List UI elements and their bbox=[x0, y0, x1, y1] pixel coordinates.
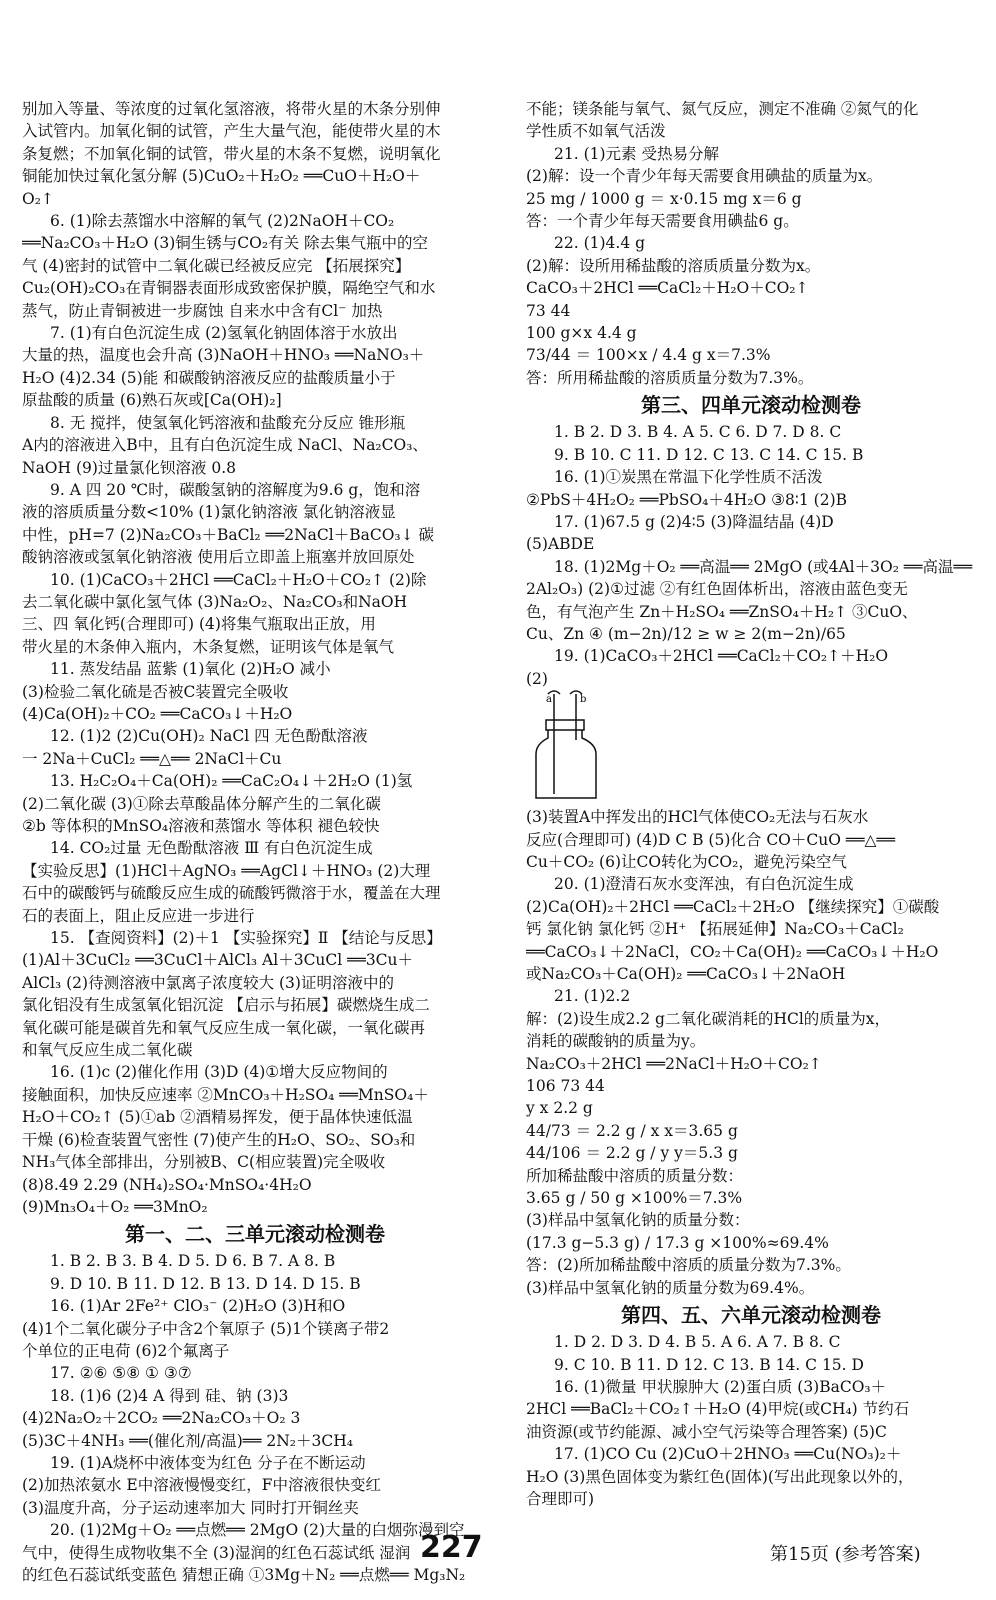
answer-line: 去二氧化碳中氯化氢气体 (3)Na₂O₂、Na₂CO₃和NaOH bbox=[22, 592, 408, 611]
left-column bbox=[22, 98, 488, 1586]
answer-line: (3)样品中氢氧化钠的质量分数： bbox=[526, 1211, 750, 1230]
answer-line: (2)二氧化碳 (3)①除去草酸晶体分解产生的二氧化碳 bbox=[22, 794, 381, 813]
answer-line: 11. 蒸发结晶 蓝紫 (1)氧化 (2)H₂O 减小 bbox=[50, 660, 331, 679]
answer-line: (2)解：设所用稀盐酸的溶质质量分数为x。 bbox=[526, 256, 821, 275]
unit-heading-1-3: 第一、二、三单元滚动检测卷 bbox=[125, 1222, 385, 1247]
answer-line: (2)加热浓氨水 E中溶液慢慢变红，F中溶液很快变红 bbox=[22, 1476, 381, 1495]
right-column bbox=[526, 98, 976, 1510]
answer-line: 条复燃；不加氧化铜的试管，带火星的木条不复燃，说明氧化 bbox=[22, 144, 441, 163]
unit-heading-3-4: 第三、四单元滚动检测卷 bbox=[641, 393, 861, 418]
answer-line: 铜能加快过氧化氢分解 (5)CuO₂＋H₂O₂ ══CuO＋H₂O＋ bbox=[22, 167, 421, 186]
page-number: 227 bbox=[420, 1530, 483, 1565]
answer-line: 18. (1)2Mg＋O₂ ══高温══ 2MgO (或4Al＋3O₂ ══高温══ bbox=[554, 557, 973, 576]
answer-line: 合理即可) bbox=[526, 1489, 595, 1508]
answer-line: 解：(2)设生成2.2 g二氧化碳消耗的HCl的质量为x， bbox=[526, 1009, 891, 1028]
right-answers-block bbox=[526, 98, 976, 389]
answer-line: 106 73 44 bbox=[526, 1077, 605, 1096]
answer-line: Na₂CO₃＋2HCl ══2NaCl＋H₂O＋CO₂↑ bbox=[526, 1054, 822, 1073]
answer-line: 22. (1)4.4 g bbox=[554, 234, 646, 253]
answer-line: y x 2.2 g bbox=[526, 1099, 593, 1118]
answer-line: 21. (1)元素 受热易分解 bbox=[554, 144, 719, 163]
answer-line: 8. 无 搅拌，使氢氧化钙溶液和盐酸充分反应 锥形瓶 bbox=[50, 413, 406, 432]
answer-line: 液的溶质质量分数<10% (1)氯化钠溶液 氯化钠溶液显 bbox=[22, 503, 396, 522]
answer-line: 73 44 bbox=[526, 301, 571, 320]
answer-line: 干燥 (6)检查装置气密性 (7)使产生的H₂O、SO₂、SO₃和 bbox=[22, 1130, 416, 1149]
answer-line: (3)温度升高，分子运动速率加大 同时打开铜丝夹 bbox=[22, 1498, 359, 1517]
answer-line: 个单位的正电荷 (6)2个氟离子 bbox=[22, 1341, 230, 1360]
answer-line: (9)Mn₃O₄＋O₂ ══3MnO₂ bbox=[22, 1197, 208, 1216]
answer-line: ══Na₂CO₃＋H₂O (3)铜生锈与CO₂有关 除去集气瓶中的空 bbox=[22, 234, 428, 253]
answer-line: 44/106 ＝ 2.2 g / y y＝5.3 g bbox=[526, 1144, 738, 1163]
answer-line: 钙 氯化钠 氯化钙 ②H⁺ 【拓展延伸】Na₂CO₃＋CaCl₂ bbox=[526, 920, 904, 939]
answer-line: NH₃气体全部排出，分别被B、C(相应装置)完全吸收 bbox=[22, 1153, 386, 1172]
answer-line: 氧化碳可能是碳首先和氧气反应生成一氧化碳，一氧化碳再 bbox=[22, 1018, 426, 1037]
answer-line: 19. (1)A烧杯中液体变为红色 分子在不断运动 bbox=[50, 1453, 366, 1472]
answer-line: AlCl₃ (2)待测溶液中氯离子浓度较大 (3)证明溶液中的 bbox=[22, 973, 394, 992]
answer-line: A内的溶液进入B中，且有白色沉淀生成 NaCl、Na₂CO₃、 bbox=[22, 436, 428, 455]
answer-line: 6. (1)除去蒸馏水中溶解的氧气 (2)2NaOH＋CO₂ bbox=[50, 212, 395, 231]
gas-bottle-apparatus-diagram bbox=[526, 690, 616, 802]
left-answers-block bbox=[22, 98, 488, 1218]
answer-line: 气中，使得生成物收集不全 (3)湿润的红色石蕊试纸 湿润 bbox=[22, 1543, 411, 1562]
answer-line: 16. (1)微量 甲状腺肿大 (2)蛋白质 (3)BaCO₃＋ bbox=[554, 1377, 887, 1396]
answer-line: 入试管内。加氧化铜的试管，产生大量气泡，能使带火星的木 bbox=[22, 122, 441, 141]
answer-line: 16. (1)Ar 2Fe²⁺ ClO₃⁻ (2)H₂O (3)H和O bbox=[50, 1297, 346, 1316]
answer-line: 反应(合理即可) (4)D C B (5)化合 CO＋CuO ══△══ bbox=[526, 830, 896, 849]
unit-1-3-answers bbox=[22, 1250, 488, 1586]
answer-line: 带火星的木条伸入瓶内，木条复燃，证明该气体是氧气 bbox=[22, 637, 395, 656]
answer-line: 73/44 ＝ 100×x / 4.4 g x＝7.3% bbox=[526, 346, 771, 365]
answer-line: 酸钠溶液或氢氧化钠溶液 使用后立即盖上瓶塞并放回原处 bbox=[22, 548, 415, 567]
answer-line: ②PbS＋4H₂O₂ ══PbSO₄＋4H₂O ③8∶1 (2)B bbox=[526, 490, 848, 509]
answer-line: 7. (1)有白色沉淀生成 (2)氢氧化钠固体溶于水放出 bbox=[50, 324, 398, 343]
answer-line: Cu＋CO₂ (6)让CO转化为CO₂，避免污染空气 bbox=[526, 852, 847, 871]
unit-4-6-answers bbox=[526, 1331, 976, 1510]
answer-line: 油资源(或节约能源、减小空气污染等合理答案) (5)C bbox=[526, 1422, 887, 1441]
answer-line: (17.3 g−5.3 g) / 17.3 g ×100%≈69.4% bbox=[526, 1233, 829, 1252]
answer-line: 答：所用稀盐酸的溶质质量分数为7.3%。 bbox=[526, 368, 814, 387]
answer-line: (2) bbox=[526, 669, 548, 688]
svg-text:a: a bbox=[546, 694, 552, 706]
answer-line: 10. (1)CaCO₃＋2HCl ══CaCl₂＋H₂O＋CO₂↑ (2)除 bbox=[50, 570, 427, 589]
answer-line: 13. H₂C₂O₄＋Ca(OH)₂ ══CaC₂O₄↓＋2H₂O (1)氢 bbox=[50, 772, 413, 791]
answer-line: 和氧气反应生成二氧化碳 bbox=[22, 1041, 193, 1060]
answer-line: 不能；镁条能与氧气、氮气反应，测定不准确 ②氮气的化 bbox=[526, 100, 919, 118]
answer-line: 别加入等量、等浓度的过氧化氢溶液，将带火星的木条分别伸 bbox=[22, 100, 441, 118]
answer-line: 9. B 10. C 11. D 12. C 13. C 14. C 15. B bbox=[554, 445, 864, 464]
answer-line: 石中的碳酸钙与硫酸反应生成的硫酸钙微溶于水，覆盖在大理 bbox=[22, 884, 441, 903]
answer-line: (5)3C＋4NH₃ ══(催化剂/高温)══ 2N₂＋3CH₄ bbox=[22, 1431, 353, 1450]
answer-line: CaCO₃＋2HCl ══CaCl₂＋H₂O＋CO₂↑ bbox=[526, 279, 809, 298]
answer-line: Cu₂(OH)₂CO₃在青铜器表面形成致密保护膜，隔绝空气和水 bbox=[22, 279, 436, 298]
answer-line: 9. D 10. B 11. D 12. B 13. D 14. D 15. B bbox=[50, 1274, 361, 1293]
answer-line: 答：(2)所加稀盐酸中溶质的质量分数为7.3%。 bbox=[526, 1256, 851, 1275]
answer-line: 气 (4)密封的试管中二氧化碳已经被反应完 【拓展探究】 bbox=[22, 256, 411, 275]
answer-line: 2HCl ══BaCl₂＋CO₂↑＋H₂O (4)甲烷(或CH₄) 节约石 bbox=[526, 1400, 910, 1419]
answer-line: 答：一个青少年每天需要食用碘盐6 g。 bbox=[526, 212, 799, 231]
answer-line: 中性，pH=7 (2)Na₂CO₃＋BaCl₂ ══2NaCl＋BaCO₃↓ 碳 bbox=[22, 525, 435, 544]
answer-line: (4)Ca(OH)₂＋CO₂ ══CaCO₃↓＋H₂O bbox=[22, 704, 293, 723]
answer-line: 25 mg / 1000 g ＝ x·0.15 mg x＝6 g bbox=[526, 189, 802, 208]
answer-line: H₂O (4)2.34 (5)能 和碳酸钠溶液反应的盐酸质量小于 bbox=[22, 368, 396, 387]
answer-line: 100 g×x 4.4 g bbox=[526, 324, 637, 343]
answer-line: 20. (1)澄清石灰水变浑浊，有白色沉淀生成 bbox=[554, 875, 854, 894]
answer-line: 17. (1)67.5 g (2)4∶5 (3)降温结晶 (4)D bbox=[554, 512, 834, 531]
answer-line: 17. (1)CO Cu (2)CuO＋2HNO₃ ══Cu(NO₃)₂＋ bbox=[554, 1445, 902, 1464]
answer-line: 9. C 10. B 11. D 12. C 13. B 14. C 15. D bbox=[554, 1355, 864, 1374]
answer-line: 1. D 2. D 3. D 4. B 5. A 6. A 7. B 8. C bbox=[554, 1333, 841, 1352]
page-footer: 第15页 (参考答案) bbox=[770, 1544, 921, 1565]
answer-line: 接触面积，加快反应速率 ②MnCO₃＋H₂SO₄ ══MnSO₄＋ bbox=[22, 1085, 429, 1104]
answer-line: 或Na₂CO₃＋Ca(OH)₂ ══CaCO₃↓＋2NaOH bbox=[526, 965, 846, 983]
svg-text:b: b bbox=[580, 694, 587, 706]
answer-line: H₂O (3)黑色固体变为紫红色(固体)(写出此现象以外的， bbox=[526, 1467, 914, 1486]
answer-line: (3)检验二氧化硫是否被C装置完全吸收 bbox=[22, 682, 289, 701]
answer-line: (2)解：设一个青少年每天需要食用碘盐的质量为x。 bbox=[526, 167, 883, 186]
answer-line: ══CaCO₃↓＋2NaCl，CO₂＋Ca(OH)₂ ══CaCO₃↓＋H₂O bbox=[526, 942, 939, 961]
answer-line: 三、四 氧化钙(合理即可) (4)将集气瓶取出正放，用 bbox=[22, 615, 376, 634]
answer-line: 12. (1)2 (2)Cu(OH)₂ NaCl 四 无色酚酞溶液 bbox=[50, 727, 368, 746]
answer-line: 44/73 ＝ 2.2 g / x x＝3.65 g bbox=[526, 1121, 738, 1140]
answer-line: 蒸气，防止青铜被进一步腐蚀 自来水中含有Cl⁻ 加热 bbox=[22, 301, 383, 320]
answer-line: O₂↑ bbox=[22, 189, 54, 208]
answer-line: 21. (1)2.2 bbox=[554, 987, 631, 1006]
answer-line: NaOH (9)过量氯化钡溶液 0.8 bbox=[22, 458, 236, 477]
answer-line: (4)2Na₂O₂＋2CO₂ ══2Na₂CO₃＋O₂ 3 bbox=[22, 1409, 301, 1428]
unit-heading-4-6: 第四、五、六单元滚动检测卷 bbox=[621, 1303, 881, 1328]
answer-line: (8)8.49 2.29 (NH₄)₂SO₄·MnSO₄·4H₂O bbox=[22, 1175, 312, 1194]
answer-line: 1. B 2. B 3. B 4. D 5. D 6. B 7. A 8. B bbox=[50, 1252, 336, 1271]
answer-line: 20. (1)2Mg＋O₂ ══点燃══ 2MgO (2)大量的白烟弥漫到空 bbox=[50, 1521, 465, 1540]
answer-line: 15. 【查阅资料】(2)＋1 【实验探究】Ⅱ 【结论与反思】 bbox=[50, 929, 442, 948]
answer-line: 1. B 2. D 3. B 4. A 5. C 6. D 7. D 8. C bbox=[554, 423, 842, 442]
answer-line: 色，有气泡产生 Zn＋H₂SO₄ ══ZnSO₄＋H₂↑ ③CuO、 bbox=[526, 602, 918, 621]
answer-line: 2Al₂O₃) (2)①过滤 ②有红色固体析出，溶液由蓝色变无 bbox=[526, 580, 908, 599]
answer-line: 的红色石蕊试纸变蓝色 猜想正确 ①3Mg＋N₂ ══点燃══ Mg₃N₂ bbox=[22, 1566, 466, 1584]
answer-line: 氯化铝没有生成氢氧化铝沉淀 【启示与拓展】碳燃烧生成二 bbox=[22, 996, 430, 1015]
answer-line: 19. (1)CaCO₃＋2HCl ══CaCl₂＋CO₂↑＋H₂O bbox=[554, 647, 889, 666]
answer-line: 16. (1)c (2)催化作用 (3)D (4)①增大反应物间的 bbox=[50, 1063, 388, 1082]
answer-line: 消耗的碳酸钠的质量为y。 bbox=[526, 1032, 706, 1051]
answer-line: H₂O＋CO₂↑ (5)①ab ②酒精易挥发，便于晶体快速低温 bbox=[22, 1108, 413, 1127]
answer-line: 17. ②⑥ ⑤⑧ ① ③⑦ bbox=[50, 1364, 192, 1383]
answer-line: 石的表面上，阻止反应进一步进行 bbox=[22, 906, 255, 925]
answer-line: 14. CO₂过量 无色酚酞溶液 Ⅲ 有白色沉淀生成 bbox=[50, 839, 373, 858]
answer-line: (3)装置A中挥发出的HCl气体使CO₂无法与石灰水 bbox=[526, 808, 869, 827]
answer-line: 3.65 g / 50 g ×100%＝7.3% bbox=[526, 1189, 743, 1208]
unit-3-4-answers bbox=[526, 421, 976, 690]
answer-line: (2)Ca(OH)₂＋2HCl ══CaCl₂＋2H₂O 【继续探究】①碳酸 bbox=[526, 897, 940, 916]
answer-line: (5)ABDE bbox=[526, 535, 595, 554]
answer-line: 大量的热，温度也会升高 (3)NaOH＋HNO₃ ══NaNO₃＋ bbox=[22, 346, 425, 365]
answer-line: 一 2Na＋CuCl₂ ══△══ 2NaCl＋Cu bbox=[22, 749, 282, 768]
answer-line: 9. A 四 20 ℃时，碳酸氢钠的溶解度为9.6 g，饱和溶 bbox=[50, 480, 421, 499]
answer-line: 所加稀盐酸中溶质的质量分数： bbox=[526, 1166, 744, 1185]
answer-line: 【实验反思】(1)HCl＋AgNO₃ ══AgCl↓＋HNO₃ (2)大理 bbox=[22, 861, 431, 880]
answer-line: (1)Al＋3CuCl₂ ══3CuCl＋AlCl₃ Al＋3CuCl ══3Cu＋ bbox=[22, 951, 414, 970]
answer-line: Cu、Zn ④ (m−2n)/12 ≥ w ≥ 2(m−2n)/65 bbox=[526, 624, 846, 643]
answer-line: 学性质不如氧气活泼 bbox=[526, 122, 666, 141]
answer-line: 18. (1)6 (2)4 A 得到 硅、钠 (3)3 bbox=[50, 1386, 289, 1405]
right-answers-block-2 bbox=[526, 806, 976, 1299]
answer-line: 16. (1)①炭黑在常温下化学性质不活泼 bbox=[554, 468, 823, 487]
answer-line: (3)样品中氢氧化钠的质量分数为69.4%。 bbox=[526, 1278, 815, 1297]
answer-line: ②b 等体积的MnSO₄溶液和蒸馏水 等体积 褪色较快 bbox=[22, 817, 380, 835]
answer-line: (4)1个二氧化碳分子中含2个氧原子 (5)1个镁离子带2 bbox=[22, 1319, 390, 1338]
answer-line: 原盐酸的质量 (6)熟石灰或[Ca(OH)₂] bbox=[22, 391, 282, 410]
